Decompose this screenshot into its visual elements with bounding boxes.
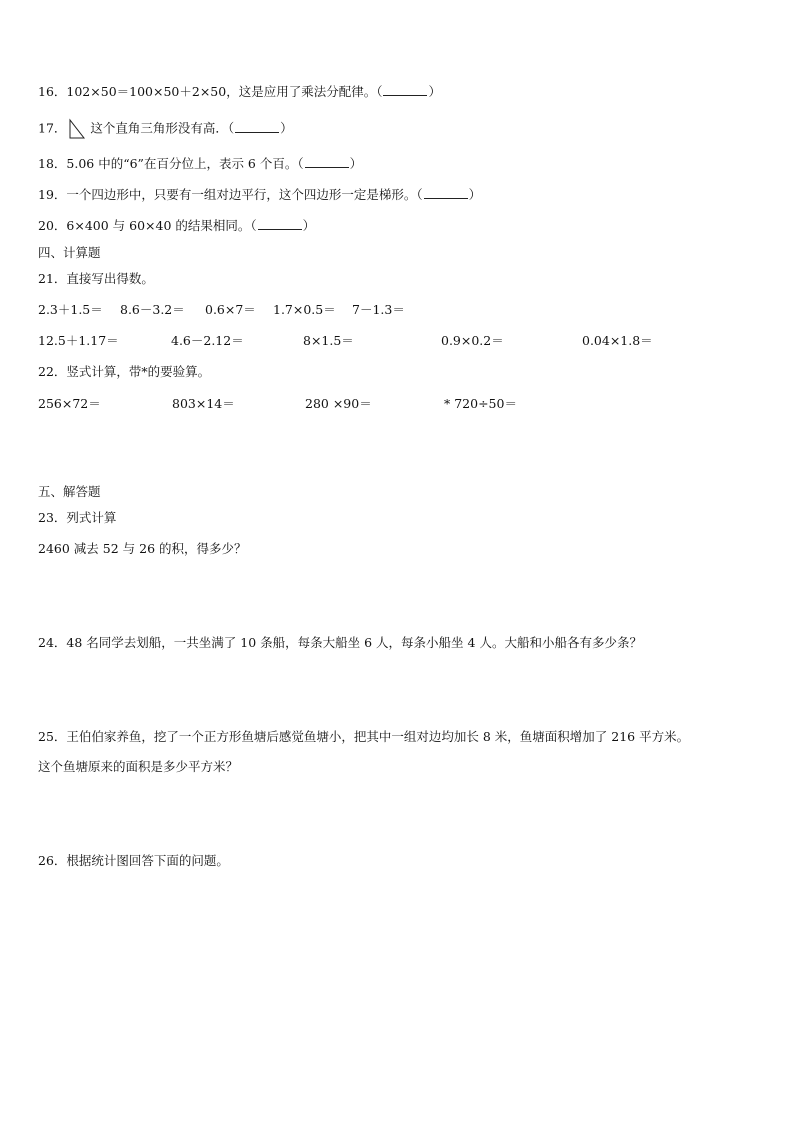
question-17-close: ） — [280, 120, 293, 136]
question-24-text: 24．48 名同学去划船，一共坐满了 10 条船，每条大船坐 6 人，每条小船坐 4 人。大船和小船各有多少条？ — [38, 635, 642, 650]
calc-item: 12.5＋1.17＝ — [38, 333, 119, 348]
answer-blank-18[interactable] — [305, 157, 349, 168]
question-19-close: ） — [468, 187, 482, 202]
calc-item: 0.04×1.8＝ — [582, 333, 653, 348]
question-16-close: ） — [428, 84, 441, 99]
question-19 — [38, 187, 481, 203]
calc-item: 0.9×0.2＝ — [441, 333, 504, 348]
question-22-title: 22．竖式计算，带*的要验算。 — [38, 364, 211, 379]
vertical-calc-item: 803×14＝ — [172, 396, 235, 411]
question-18-number: 18． — [38, 156, 67, 171]
answer-blank-20[interactable] — [258, 219, 302, 230]
section-heading-calculation: 四、计算题 — [38, 245, 101, 260]
answer-blank-19[interactable] — [424, 188, 468, 199]
question-19-number: 19． — [38, 187, 67, 202]
vertical-calc-item: 256×72＝ — [38, 396, 101, 411]
question-23-title: 23．列式计算 — [38, 510, 117, 525]
calc-item: 7－1.3＝ — [352, 302, 405, 317]
question-18-close: ） — [349, 156, 363, 171]
question-17-text: 这个直角三角形没有高．（ — [90, 120, 235, 136]
answer-blank-17[interactable] — [235, 122, 279, 133]
question-23-text: 2460 减去 52 与 26 的积，得多少？ — [38, 541, 247, 556]
calc-item: 0.6×7＝ — [205, 302, 256, 317]
question-19-text: 一个四边形中，只要有一组对边平行，这个四边形一定是梯形。（ — [66, 187, 423, 202]
calc-item: 4.6－2.12＝ — [171, 333, 244, 348]
calc-item: 8.6－3.2＝ — [120, 302, 185, 317]
question-21-title: 21．直接写出得数。 — [38, 271, 154, 286]
question-16-number: 16． — [38, 84, 67, 99]
question-25-line-1: 25．王伯伯家养鱼，挖了一个正方形鱼塘后感觉鱼塘小，把其中一组对边均加长 8 米，鱼塘面积增加了 216 平方米。 — [38, 729, 690, 744]
question-16 — [38, 84, 441, 100]
question-20 — [38, 218, 315, 234]
question-18-text: 5.06 中的“6”在百分位上，表示 6 个百。（ — [66, 156, 304, 171]
vertical-calc-item: 280 ×90＝ — [305, 396, 372, 411]
section-heading-word-problems: 五、解答题 — [38, 484, 101, 499]
question-25-line-2: 这个鱼塘原来的面积是多少平方米？ — [38, 759, 239, 774]
right-triangle-icon — [68, 118, 86, 140]
question-17-number: 17． — [38, 120, 67, 136]
calc-item: 1.7×0.5＝ — [273, 302, 336, 317]
question-17 — [38, 118, 293, 140]
vertical-calc-item: * 720÷50＝ — [444, 396, 517, 411]
question-26-text: 26．根据统计图回答下面的问题。 — [38, 853, 229, 868]
answer-blank-16[interactable] — [383, 85, 427, 96]
question-20-number: 20． — [38, 218, 67, 233]
calc-item: 8×1.5＝ — [303, 333, 354, 348]
calc-item: 2.3＋1.5＝ — [38, 302, 103, 317]
question-16-text: 102×50＝100×50＋2×50，这是应用了乘法分配律。（ — [66, 84, 383, 99]
question-18 — [38, 156, 362, 172]
question-20-text: 6×400 与 60×40 的结果相同。（ — [66, 218, 257, 233]
question-20-close: ） — [302, 218, 316, 233]
